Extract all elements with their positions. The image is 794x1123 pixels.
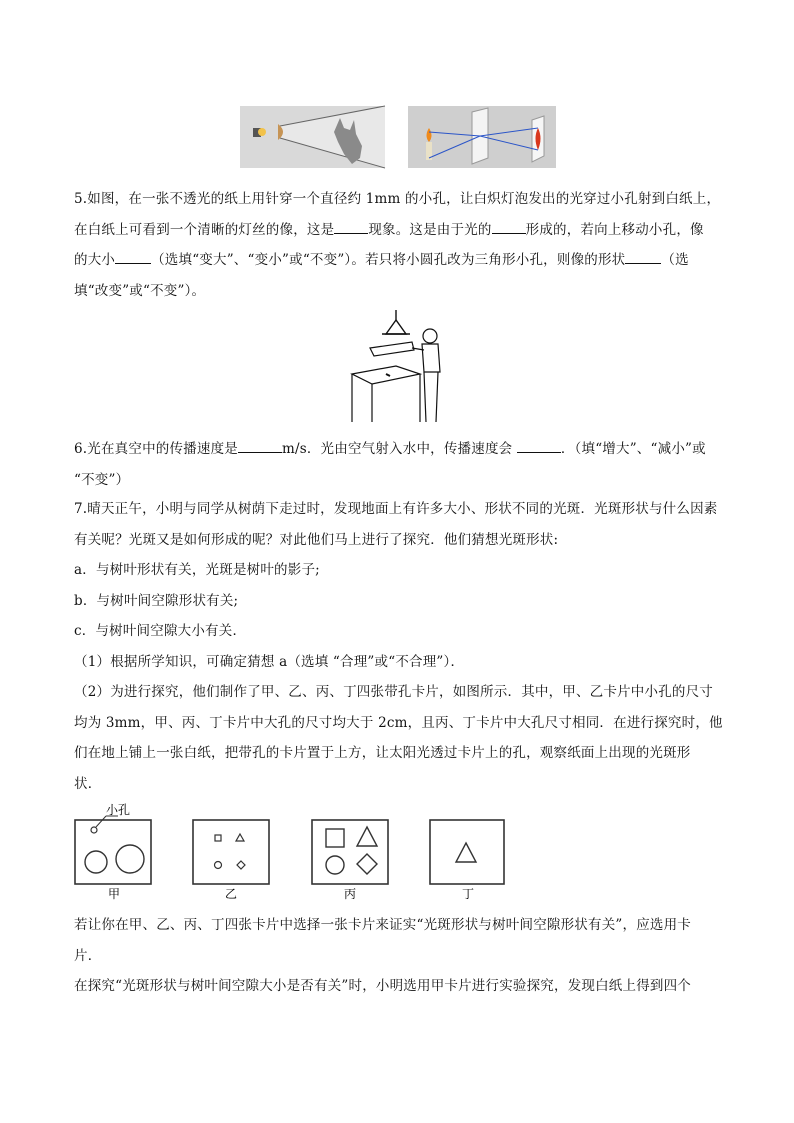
- card-label-jia: 甲: [108, 887, 121, 901]
- q5-line3a: 的大小: [74, 252, 116, 268]
- lamp-shadow-figure: [240, 106, 385, 168]
- q6-line1b: m/s．光由空气射入水中，传播速度会: [281, 441, 517, 457]
- q7-after-line3: 在探究“光斑形状与树叶间空隙大小是否有关”时，小明选用甲卡片进行实验探究，发现白纸上得到四个: [74, 978, 692, 994]
- q5-line2c: 形成的，若向上移动小孔，像: [525, 221, 704, 238]
- q7-after-line2: 片．: [74, 947, 102, 964]
- cards-figure: [74, 803, 514, 902]
- q5-line1: 5.如图，在一张不透光的纸上用针穿一个直径约 1mm 的小孔，让白炽灯泡发出的光穿过小孔射到白纸上，: [74, 191, 721, 207]
- q7-option-a: a．与树叶形状有关，光斑是树叶的影子;: [74, 562, 320, 578]
- q6-line2: “不变”）: [74, 471, 130, 488]
- q5-line4: 填“改变”或“不变”）。: [74, 282, 206, 299]
- card-yi: [193, 820, 269, 901]
- pinhole-camera-figure: [408, 106, 556, 168]
- q5-line2a: 在白纸上可看到一个清晰的灯丝的像，这是: [74, 221, 335, 238]
- q7-text: [74, 494, 724, 799]
- card-bing: [312, 820, 388, 901]
- q7-line1: 7.晴天正午，小明与同学从树荫下走过时，发现地面上有许多大小、形状不同的光斑．光斑形状与什么因素: [74, 501, 718, 517]
- q6-line1c: ．（填“增大”、“减小”或: [560, 441, 706, 457]
- q7-sub2-line3: 们在地上铺上一张白纸，把带孔的卡片置于上方，让太阳光透过卡片上的孔，观察纸面上出现的光斑形: [74, 745, 691, 761]
- q7-sub2-line2: 均为 3mm，甲、丙、丁卡片中大孔的尺寸均大于 2cm，且丙、丁卡片中大孔尺寸相同．在进行探究时，他: [74, 714, 723, 731]
- q5-blank-3[interactable]: [115, 249, 151, 264]
- q6-line1a: 6.光在真空中的传播速度是: [74, 441, 238, 457]
- card-ding: [430, 820, 504, 901]
- q5-line2b: 现象。这是由于光的: [368, 221, 492, 238]
- q5-line3c: （选: [661, 252, 689, 268]
- q7-line2: 有关呢？光斑又是如何形成的呢？对此他们马上进行了探究．他们猜想光斑形状:: [74, 531, 559, 548]
- q7-option-b: b．与树叶间空隙形状有关;: [74, 592, 239, 609]
- card-label-bing: 丙: [344, 887, 357, 901]
- q5-blank-4[interactable]: [625, 249, 661, 264]
- q5-blank-1[interactable]: [334, 219, 368, 234]
- q7-option-c: c．与树叶间空隙大小有关．: [74, 623, 247, 639]
- q6-blank-2[interactable]: [517, 438, 561, 453]
- q7-sub2-line4: 状．: [74, 775, 102, 792]
- lamp-person-figure: [350, 310, 446, 428]
- card-jia: [75, 802, 151, 901]
- q7-after-text: [74, 910, 724, 1002]
- q7-sub1: （1）根据所学知识，可确定猜想 a（选填 “合理”或“不合理”）．: [74, 653, 465, 670]
- q5-line3b: （选填“变大”、“变小”或“不变”）。若只将小圆孔改为三角形小孔，则像的形状: [151, 252, 626, 268]
- card-label-ding: 丁: [462, 887, 475, 901]
- q5-text: [74, 184, 724, 306]
- q7-sub2-line1: （2）为进行探究，他们制作了甲、乙、丙、丁四张带孔卡片，如图所示．其中，甲、乙卡片中小孔的尺寸: [74, 684, 713, 700]
- q5-blank-2[interactable]: [492, 219, 526, 234]
- pinhole-label: 小孔: [106, 803, 131, 817]
- card-label-yi: 乙: [225, 887, 238, 901]
- q7-after-line1: 若让你在甲、乙、丙、丁四张卡片中选择一张卡片来证实“光斑形状与树叶间空隙形状有关”，应选用卡: [74, 917, 692, 933]
- q6-text: [74, 434, 724, 495]
- q6-blank-1[interactable]: [238, 438, 282, 453]
